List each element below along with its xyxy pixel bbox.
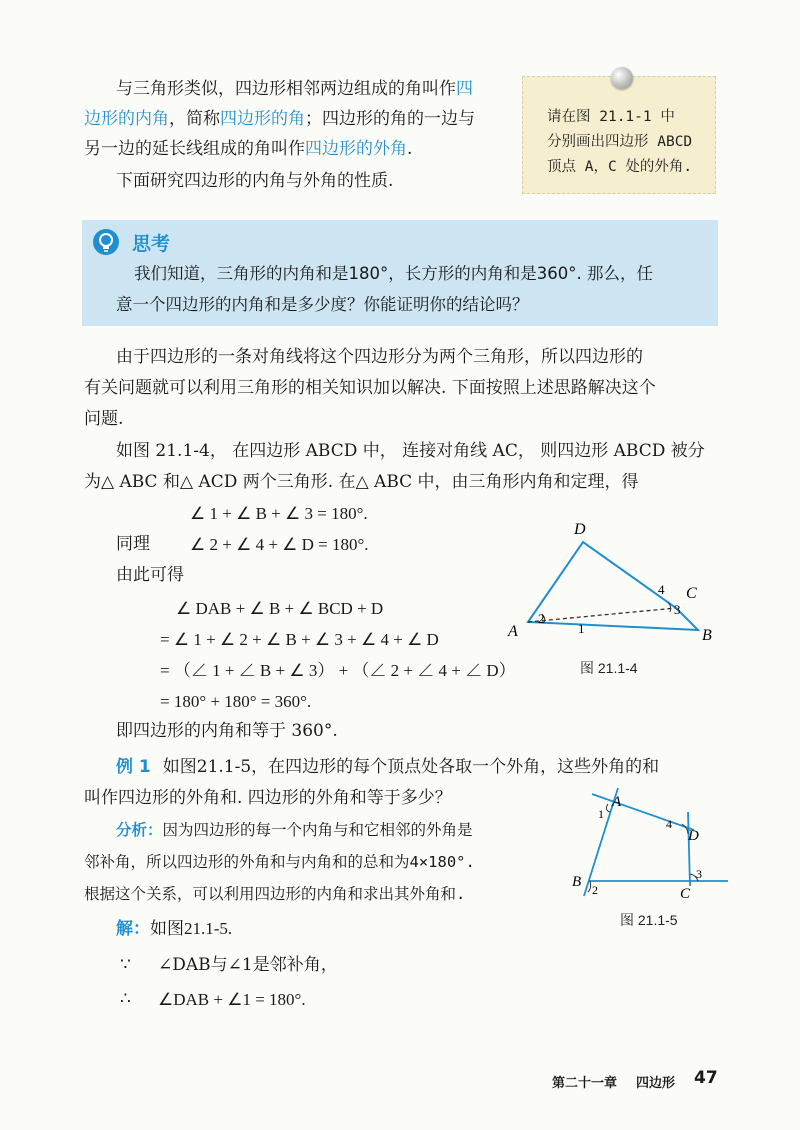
youci-label: 由此可得	[116, 565, 184, 585]
equation-6: = 180° + 180° = 360°.	[160, 692, 312, 711]
line-through-dc	[688, 812, 690, 886]
intro-line-4: 下面研究四边形的内角与外角的性质.	[116, 171, 394, 191]
fig1-label-b: B	[702, 627, 712, 644]
fig2-label-c: C	[680, 886, 691, 900]
footer-chapter: 第二十一章	[552, 1076, 618, 1091]
example-line-1: 例 1 如图21.1-5，在四边形的每个顶点处各取一个外角，这些外角的和	[116, 757, 660, 777]
para1-line-3: 问题.	[84, 409, 124, 429]
fig2-label-d: D	[688, 828, 699, 844]
therefore-line: ∠DAB + ∠1 = 180°.	[158, 990, 306, 1009]
fig2-label-b: B	[572, 874, 582, 890]
solution-label: 解：	[116, 919, 150, 939]
fig1-angle-2: 2	[538, 611, 545, 626]
page-number: 47	[694, 1068, 718, 1088]
think-box	[82, 220, 718, 326]
example-line-2: 叫作四边形的外角和. 四边形的外角和等于多少？	[84, 788, 452, 808]
equation-5: = （∠ 1 + ∠ B + ∠ 3） + （∠ 2 + ∠ 4 + ∠ D）	[160, 661, 516, 680]
because-symbol: ∵	[120, 955, 131, 975]
fig1-angle-1: 1	[578, 621, 585, 636]
fig2-angle-4: 4	[666, 817, 672, 831]
fig2-angle-1: 1	[598, 807, 604, 821]
conclusion: 即四边形的内角和等于 360°.	[116, 721, 338, 741]
example-label: 例 1	[116, 757, 151, 777]
diagonal-ac	[528, 608, 676, 622]
side-note	[522, 76, 716, 194]
solution-line-1: 解：如图21.1-5.	[116, 919, 233, 939]
figure-21-1-4	[500, 510, 730, 650]
equation-3: ∠ DAB + ∠ B + ∠ BCD + D	[176, 599, 384, 618]
equation-2: ∠ 2 + ∠ 4 + ∠ D = 180°.	[190, 535, 369, 554]
figure-21-1-5	[570, 786, 732, 900]
analysis-label: 分析：	[116, 821, 163, 839]
fig1-label-a: A	[508, 623, 518, 640]
tongli-label: 同理	[116, 534, 150, 554]
side-note-text: 请在图 21.1-1 中 分别画出四边形 ABCD 顶点 A，C 处的外角.	[547, 109, 693, 175]
analysis-line-3: 根据这个关系，可以利用四边形的内角和求出其外角和.	[84, 885, 466, 903]
fig2-angle-2: 2	[592, 883, 598, 897]
para1-line-1: 由于四边形的一条对角线将这个四边形分为两个三角形，所以四边形的	[116, 347, 643, 367]
equation-1: ∠ 1 + ∠ B + ∠ 3 = 180°.	[190, 504, 368, 523]
fig1-angle-3: 3	[674, 602, 681, 617]
intro-line-2: 边形的内角，简称四边形的角；四边形的角的一边与	[84, 109, 475, 129]
fig1-label-d: D	[574, 521, 586, 538]
para2-line-1: 如图 21.1-4， 在四边形 ABCD 中， 连接对角线 AC， 则四边形 ABCD 被分	[116, 441, 705, 461]
fig1-angle-4: 4	[658, 582, 665, 597]
fig2-angle-3: 3	[696, 867, 702, 881]
fig2-label-a: A	[612, 794, 622, 810]
para1-line-2: 有关问题就可以利用三角形的相关知识加以解决. 下面按照上述思路解决这个	[84, 378, 656, 398]
analysis-line-2: 邻补角，所以四边形的外角和与内角和的总和为4×180°.	[84, 853, 475, 871]
think-body: 我们知道，三角形的内角和是180°，长方形的内角和是360°. 那么，任 意一个四边形的内角和是多少度？你能证明你的结论吗？	[116, 264, 653, 314]
figure-21-1-4-caption: 图 21.1-4	[580, 660, 638, 676]
because-line: ∠DAB与∠1是邻补角，	[158, 955, 338, 975]
quadrilateral-abcd	[528, 542, 698, 630]
para2-line-2: 为△ ABC 和△ ACD 两个三角形. 在△ ABC 中，由三角形内角和定理，得	[84, 472, 639, 492]
footer-title: 四边形	[636, 1076, 676, 1091]
think-title: 思考	[132, 233, 171, 255]
pushpin-icon	[611, 67, 633, 89]
lightbulb-icon	[92, 228, 120, 256]
equation-4: = ∠ 1 + ∠ 2 + ∠ B + ∠ 3 + ∠ 4 + ∠ D	[160, 630, 439, 649]
intro-line-1: 与三角形类似，四边形相邻两边组成的角叫作四	[116, 79, 473, 99]
intro-line-3: 另一边的延长线组成的角叫作四边形的外角.	[84, 139, 413, 159]
analysis-line-1: 分析：因为四边形的每一个内角与和它相邻的外角是	[116, 821, 473, 839]
fig2-arc-1	[606, 804, 610, 812]
figure-21-1-5-caption: 图 21.1-5	[620, 912, 678, 928]
therefore-symbol: ∴	[120, 989, 131, 1009]
fig1-label-c: C	[686, 585, 697, 602]
